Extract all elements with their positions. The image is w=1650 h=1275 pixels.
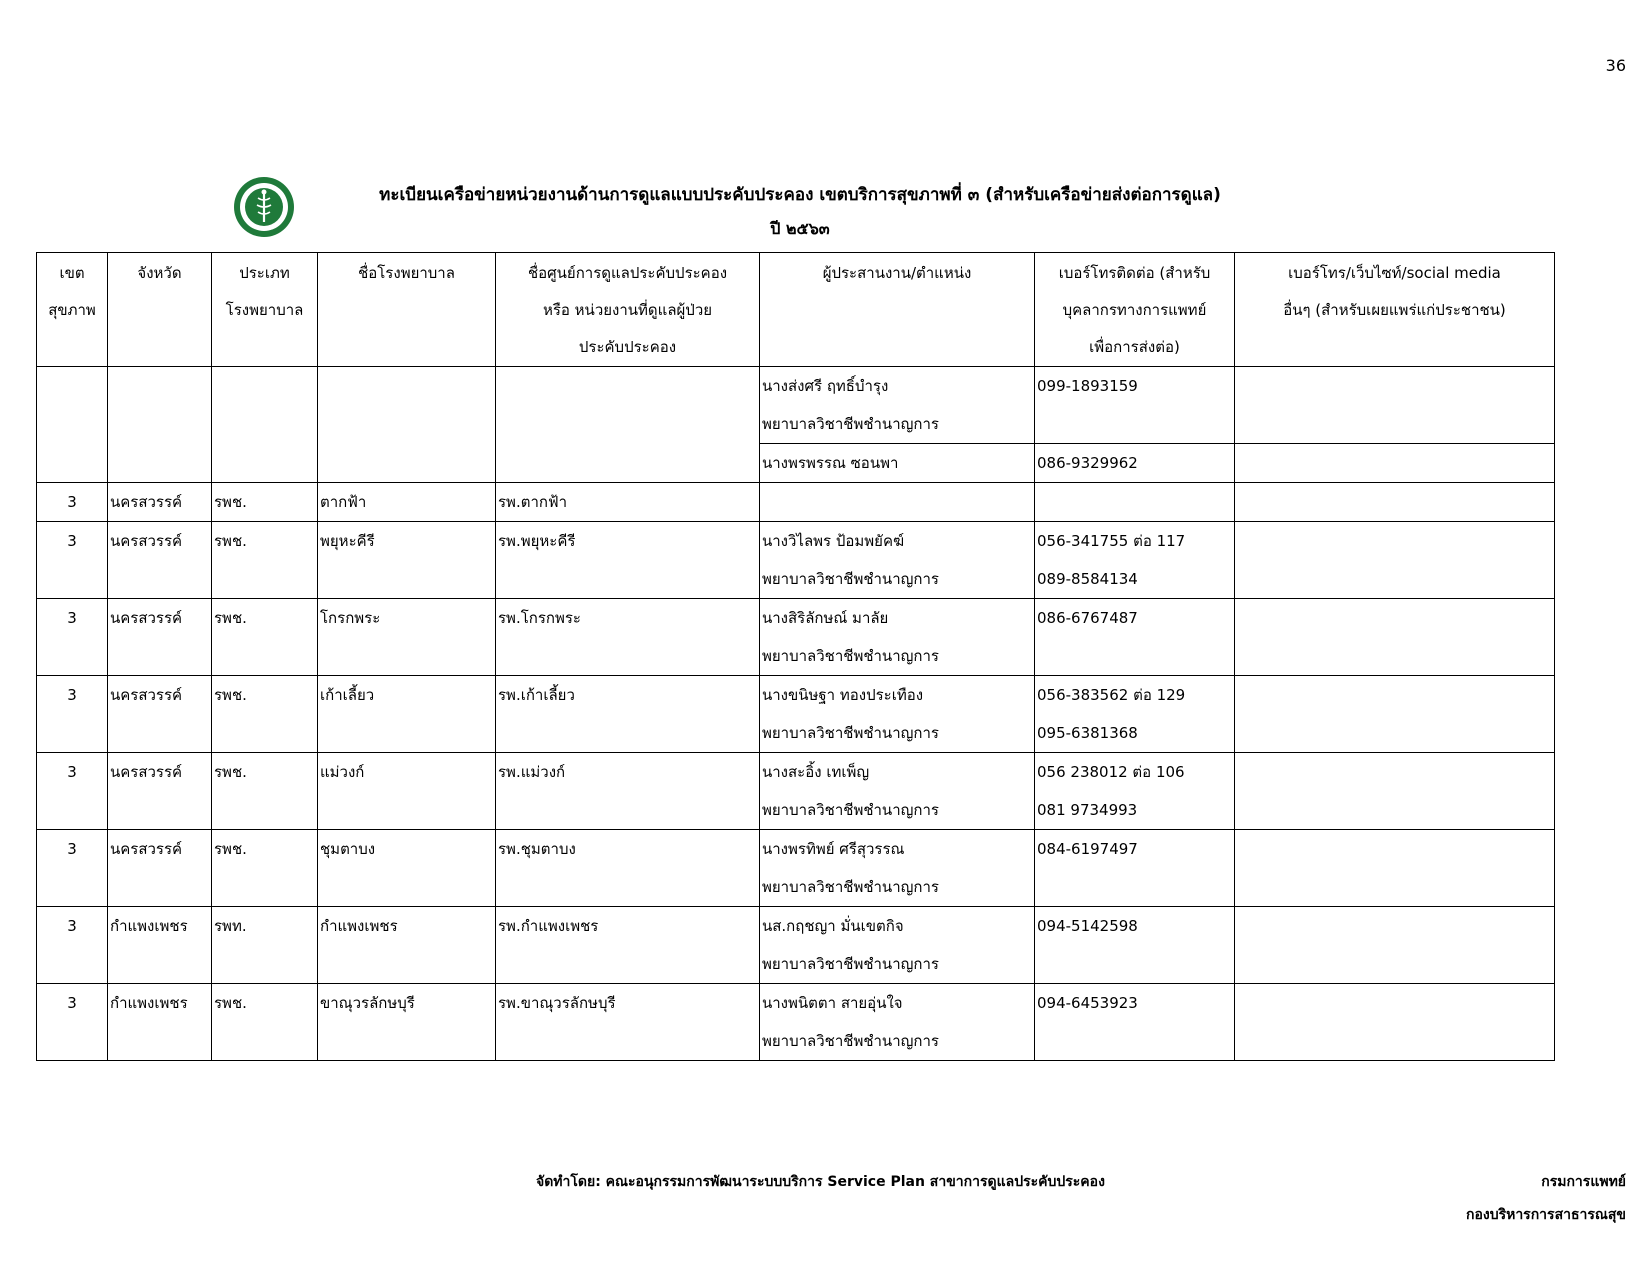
column-header [760, 253, 1035, 367]
coordinator-cell-line: นางสะอิ้ง เทเพ็ญ [762, 763, 870, 781]
coordinator-cell-line: นส.กฤชญา มั่นเขตกิจ [762, 917, 904, 935]
coordinator-cell-line: นางวิไลพร ป้อมพยัคฆ์ [762, 532, 905, 550]
type-cell: รพช. [212, 984, 318, 1061]
center-cell: รพ.แม่วงก์ [496, 753, 760, 830]
center-cell: รพ.ชุมตาบง [496, 830, 760, 907]
phone-cell-line: 081 9734993 [1037, 801, 1138, 819]
region-cell: 3 [37, 676, 108, 753]
center-cell: รพ.พยุหะคีรี [496, 522, 760, 599]
public-contact-cell [1235, 522, 1555, 599]
coordinator-cell-line: พยาบาลวิชาชีพชำนาญการ [762, 1032, 939, 1050]
province-cell: กำแพงเพชร [108, 907, 212, 984]
public-contact-cell [1235, 444, 1555, 483]
hospital-cell [318, 367, 496, 483]
column-header [496, 253, 760, 367]
column-header [37, 253, 108, 367]
coordinator-cell [760, 522, 1035, 599]
hospital-cell: กำแพงเพชร [318, 907, 496, 984]
coordinator-cell-line: นางส่งศรี ฤทธิ์บำรุง [762, 377, 889, 395]
coordinator-cell [760, 676, 1035, 753]
public-contact-cell [1235, 753, 1555, 830]
center-cell: รพ.โกรกพระ [496, 599, 760, 676]
type-cell: รพท. [212, 907, 318, 984]
public-contact-cell [1235, 599, 1555, 676]
phone-cell [1035, 984, 1235, 1061]
table-row [37, 907, 1555, 984]
center-cell: รพ.กำแพงเพชร [496, 907, 760, 984]
region-cell: 3 [37, 483, 108, 522]
coordinator-cell [760, 753, 1035, 830]
hospital-cell: ขาณุวรลักษบุรี [318, 984, 496, 1061]
phone-cell-line: 056-383562 ต่อ 129 [1037, 686, 1186, 704]
phone-cell [1035, 444, 1235, 483]
type-cell: รพช. [212, 830, 318, 907]
province-cell: นครสวรรค์ [108, 483, 212, 522]
phone-cell-line: 095-6381368 [1037, 724, 1138, 742]
public-contact-cell [1235, 984, 1555, 1061]
type-cell: รพช. [212, 483, 318, 522]
footer-department: กรมการแพทย์ [1541, 1174, 1626, 1190]
hospital-cell: พยุหะคีรี [318, 522, 496, 599]
province-cell: นครสวรรค์ [108, 830, 212, 907]
province-cell: นครสวรรค์ [108, 676, 212, 753]
column-header-line: อื่นๆ (สำหรับเผยแพร่แก่ประชาชน) [1283, 301, 1506, 319]
coordinator-cell-line: นางพรทิพย์ ศรีสุวรรณ [762, 840, 905, 858]
column-header-line: ชื่อโรงพยาบาล [358, 264, 455, 282]
coordinator-cell [760, 367, 1035, 444]
coordinator-cell [760, 444, 1035, 483]
document-title: ทะเบียนเครือข่ายหน่วยงานด้านการดูแลแบบประคับประคอง เขตบริการสุขภาพที่ ๓ (สำหรับเครือข่ายส่งต่อการดูแล) [379, 185, 1221, 205]
coordinator-cell [760, 984, 1035, 1061]
column-header-line: เบอร์โทรติดต่อ (สำหรับ [1058, 264, 1211, 282]
phone-cell-line: 084-6197497 [1037, 840, 1138, 858]
phone-cell-line: 056 238012 ต่อ 106 [1037, 763, 1185, 781]
coordinator-cell-line: พยาบาลวิชาชีพชำนาญการ [762, 570, 939, 588]
province-cell: นครสวรรค์ [108, 522, 212, 599]
phone-cell [1035, 676, 1235, 753]
phone-cell-line: 094-5142598 [1037, 917, 1138, 935]
table-row-continuation [37, 367, 1555, 444]
center-cell [496, 367, 760, 483]
footer-division: กองบริหารการสาธารณสุข [1465, 1207, 1626, 1223]
coordinator-cell-line: นางขนิษฐา ทองประเทือง [762, 686, 924, 704]
table-row [37, 483, 1555, 522]
coordinator-cell [760, 599, 1035, 676]
center-cell: รพ.เก้าเลี้ยว [496, 676, 760, 753]
type-cell: รพช. [212, 599, 318, 676]
column-header [108, 253, 212, 367]
coordinator-cell-line: พยาบาลวิชาชีพชำนาญการ [762, 724, 939, 742]
phone-cell-line: 056-341755 ต่อ 117 [1037, 532, 1186, 550]
column-header-line: บุคลากรทางการแพทย์ [1062, 301, 1207, 319]
phone-cell [1035, 522, 1235, 599]
footer-prepared-by: จัดทำโดย: คณะอนุกรรมการพัฒนาระบบบริการ Service Plan สาขาการดูแลประคับประคอง [536, 1174, 1105, 1190]
column-header-line: หรือ หน่วยงานที่ดูแลผู้ป่วย [542, 301, 713, 319]
public-contact-cell [1235, 676, 1555, 753]
table-row [37, 676, 1555, 753]
province-cell: นครสวรรค์ [108, 599, 212, 676]
type-cell [212, 367, 318, 483]
column-header-line: เบอร์โทร/เว็บไซท์/social media [1288, 264, 1501, 282]
center-cell: รพ.ตากฟ้า [496, 483, 760, 522]
coordinator-cell [760, 907, 1035, 984]
region-cell: 3 [37, 830, 108, 907]
column-header-line: ผู้ประสานงาน/ตำแหน่ง [822, 264, 972, 282]
phone-cell-line: 089-8584134 [1037, 570, 1138, 588]
table-row [37, 984, 1555, 1061]
region-cell [37, 367, 108, 483]
phone-cell-line: 086-9329962 [1037, 454, 1138, 472]
phone-cell [1035, 907, 1235, 984]
phone-cell [1035, 367, 1235, 444]
table-row [37, 830, 1555, 907]
column-header-line: สุขภาพ [48, 301, 96, 319]
province-cell [108, 367, 212, 483]
phone-cell [1035, 599, 1235, 676]
coordinator-cell-line: พยาบาลวิชาชีพชำนาญการ [762, 801, 939, 819]
hospital-cell: แม่วงก์ [318, 753, 496, 830]
coordinator-cell-line: พยาบาลวิชาชีพชำนาญการ [762, 415, 939, 433]
page-number: 36 [1605, 56, 1626, 75]
public-contact-cell [1235, 367, 1555, 444]
table-row [37, 522, 1555, 599]
center-cell: รพ.ขาณุวรลักษบุรี [496, 984, 760, 1061]
region-cell: 3 [37, 984, 108, 1061]
region-cell: 3 [37, 522, 108, 599]
coordinator-cell-line: นางพรพรรณ ซอนพา [762, 454, 899, 472]
type-cell: รพช. [212, 676, 318, 753]
column-header-line: โรงพยาบาล [225, 301, 304, 319]
column-header [1035, 253, 1235, 367]
column-header-line: ประคับประคอง [578, 338, 677, 356]
column-header [212, 253, 318, 367]
public-contact-cell [1235, 483, 1555, 522]
coordinator-cell-line: พยาบาลวิชาชีพชำนาญการ [762, 647, 939, 665]
coordinator-cell-line: นางพนิตตา สายอุ่นใจ [762, 994, 903, 1012]
hospital-cell: ชุมตาบง [318, 830, 496, 907]
column-header-line: จังหวัด [137, 264, 182, 282]
column-header-line: ประเภท [239, 264, 290, 282]
phone-cell-line: 099-1893159 [1037, 377, 1138, 395]
region-cell: 3 [37, 753, 108, 830]
table-row [37, 753, 1555, 830]
table-row [37, 599, 1555, 676]
public-contact-cell [1235, 830, 1555, 907]
phone-cell [1035, 753, 1235, 830]
registry-table [36, 252, 1555, 1061]
column-header-line: เขต [59, 264, 85, 282]
phone-cell [1035, 483, 1235, 522]
type-cell: รพช. [212, 753, 318, 830]
phone-cell-line: 086-6767487 [1037, 609, 1138, 627]
phone-cell-line: 094-6453923 [1037, 994, 1138, 1012]
table-header-row [37, 253, 1555, 367]
province-cell: นครสวรรค์ [108, 753, 212, 830]
type-cell: รพช. [212, 522, 318, 599]
hospital-cell: โกรกพระ [318, 599, 496, 676]
document-year: ปี ๒๕๖๓ [770, 219, 830, 238]
coordinator-cell [760, 830, 1035, 907]
province-cell: กำแพงเพชร [108, 984, 212, 1061]
column-header-line: เพื่อการส่งต่อ) [1089, 338, 1180, 356]
coordinator-cell-line: นางสิริลักษณ์ มาลัย [762, 609, 889, 627]
phone-cell [1035, 830, 1235, 907]
region-cell: 3 [37, 907, 108, 984]
coordinator-cell [760, 483, 1035, 522]
column-header [1235, 253, 1555, 367]
column-header [318, 253, 496, 367]
hospital-cell: ตากฟ้า [318, 483, 496, 522]
column-header-line: ชื่อศูนย์การดูแลประคับประคอง [527, 264, 728, 282]
coordinator-cell-line: พยาบาลวิชาชีพชำนาญการ [762, 955, 939, 973]
hospital-cell: เก้าเลี้ยว [318, 676, 496, 753]
coordinator-cell-line: พยาบาลวิชาชีพชำนาญการ [762, 878, 939, 896]
public-contact-cell [1235, 907, 1555, 984]
region-cell: 3 [37, 599, 108, 676]
